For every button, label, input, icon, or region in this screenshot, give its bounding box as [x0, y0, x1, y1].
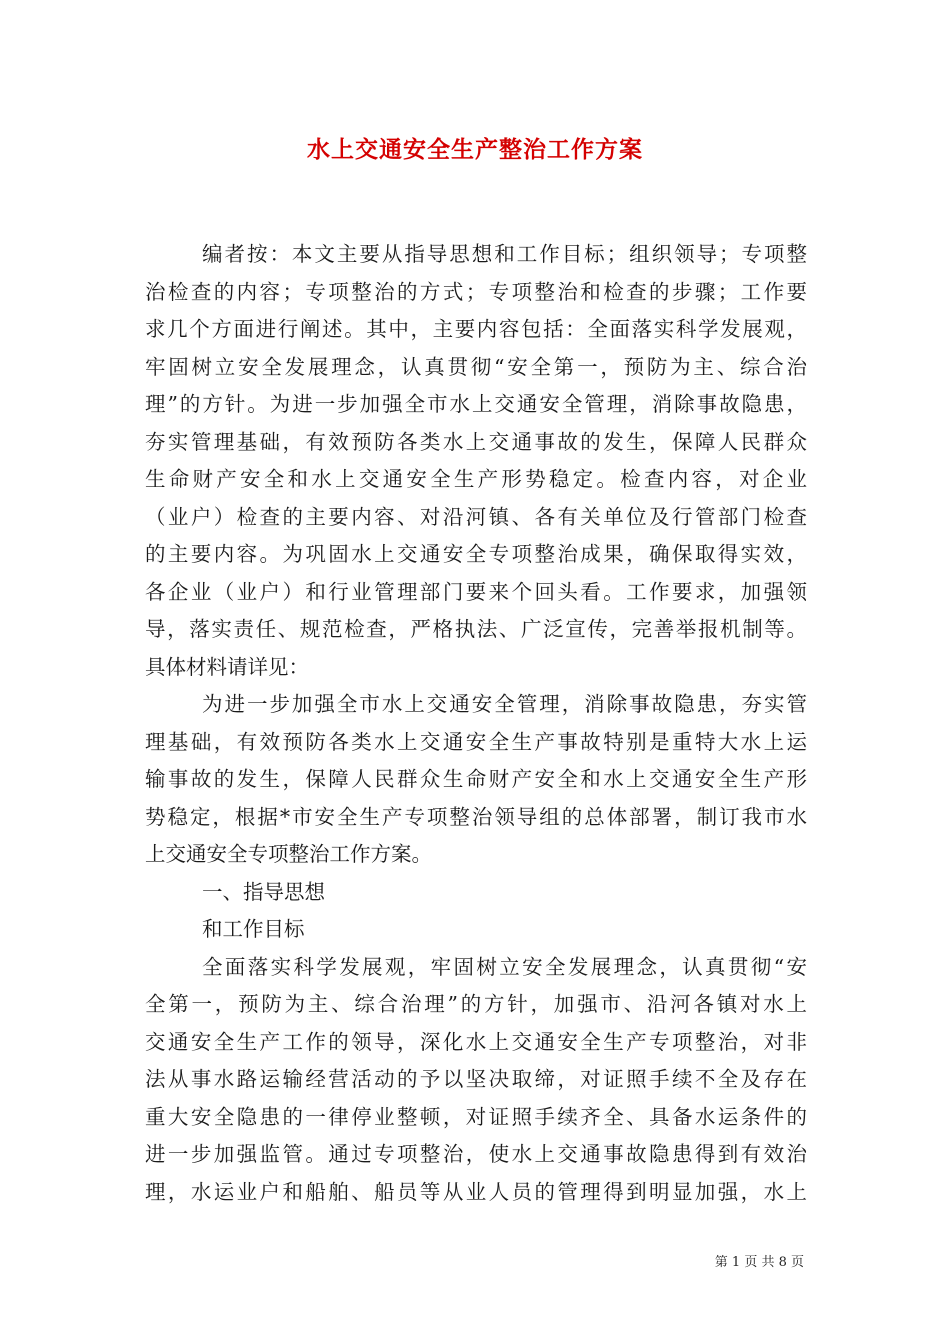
- body-line: 全第一，预防为主、综合治理”的方针，加强市、沿河各镇对水上: [145, 992, 807, 1016]
- body-line: 牢固树立安全发展理念，认真贯彻“安全第一，预防为主、综合治: [145, 354, 807, 379]
- body-line: 的主要内容。为巩固水上交通安全专项整治成果，确保取得实效，: [145, 542, 807, 566]
- body-line: 编者按：本文主要从指导思想和工作目标；组织领导；专项整: [202, 242, 807, 266]
- body-line: 上交通安全专项整治工作方案。: [145, 842, 432, 866]
- body-line: 理，水运业户和船舶、船员等从业人员的管理得到明显加强，水上: [145, 1179, 807, 1204]
- body-line: 进一步加强监管。通过专项整治，使水上交通事故隐患得到有效治: [145, 1142, 807, 1166]
- body-line: 理基础，有效预防各类水上交通安全生产事故特别是重特大水上运: [145, 729, 807, 754]
- body-line: 生命财产安全和水上交通安全生产形势稳定。检查内容，对企业: [145, 467, 807, 491]
- body-line: 全面落实科学发展观，牢固树立安全发展理念，认真贯彻“安: [202, 954, 807, 979]
- body-line: 交通安全生产工作的领导，深化水上交通安全生产专项整治，对非: [145, 1029, 807, 1054]
- body-line: 求几个方面进行阐述。其中，主要内容包括：全面落实科学发展观，: [145, 317, 807, 341]
- section-heading: 一、指导思想: [202, 879, 325, 904]
- body-line: 夯实管理基础，有效预防各类水上交通事故的发生，保障人民群众: [145, 429, 807, 454]
- document-title: 水上交通安全生产整治工作方案: [307, 136, 643, 163]
- body-line: 治检查的内容；专项整治的方式；专项整治和检查的步骤；工作要: [145, 279, 807, 304]
- body-line: 理”的方针。为进一步加强全市水上交通安全管理，消除事故隐患，: [145, 392, 807, 416]
- body-line: 具体材料请详见：: [145, 654, 309, 679]
- body-line: （业户）检查的主要内容、对沿河镇、各有关单位及行管部门检查: [145, 504, 807, 529]
- body-line: 势稳定，根据*市安全生产专项整治领导组的总体部署，制订我市水: [145, 804, 807, 829]
- page-number: 第 1 页 共 8 页: [714, 1255, 804, 1270]
- section-heading: 和工作目标: [202, 917, 305, 941]
- body-line: 重大安全隐患的一律停业整顿，对证照手续齐全、具备水运条件的: [145, 1104, 807, 1129]
- body-line: 法从事水路运输经营活动的予以坚决取缔，对证照手续不全及存在: [145, 1067, 807, 1091]
- body-line: 为进一步加强全市水上交通安全管理，消除事故隐患，夯实管: [202, 692, 807, 716]
- body-line: 导，落实责任、规范检查，严格执法、广泛宣传，完善举报机制等。: [145, 617, 807, 641]
- body-line: 各企业（业户）和行业管理部门要来个回头看。工作要求，加强领: [145, 579, 807, 604]
- body-line: 输事故的发生，保障人民群众生命财产安全和水上交通安全生产形: [145, 767, 807, 791]
- document-body: [145, 236, 807, 1211]
